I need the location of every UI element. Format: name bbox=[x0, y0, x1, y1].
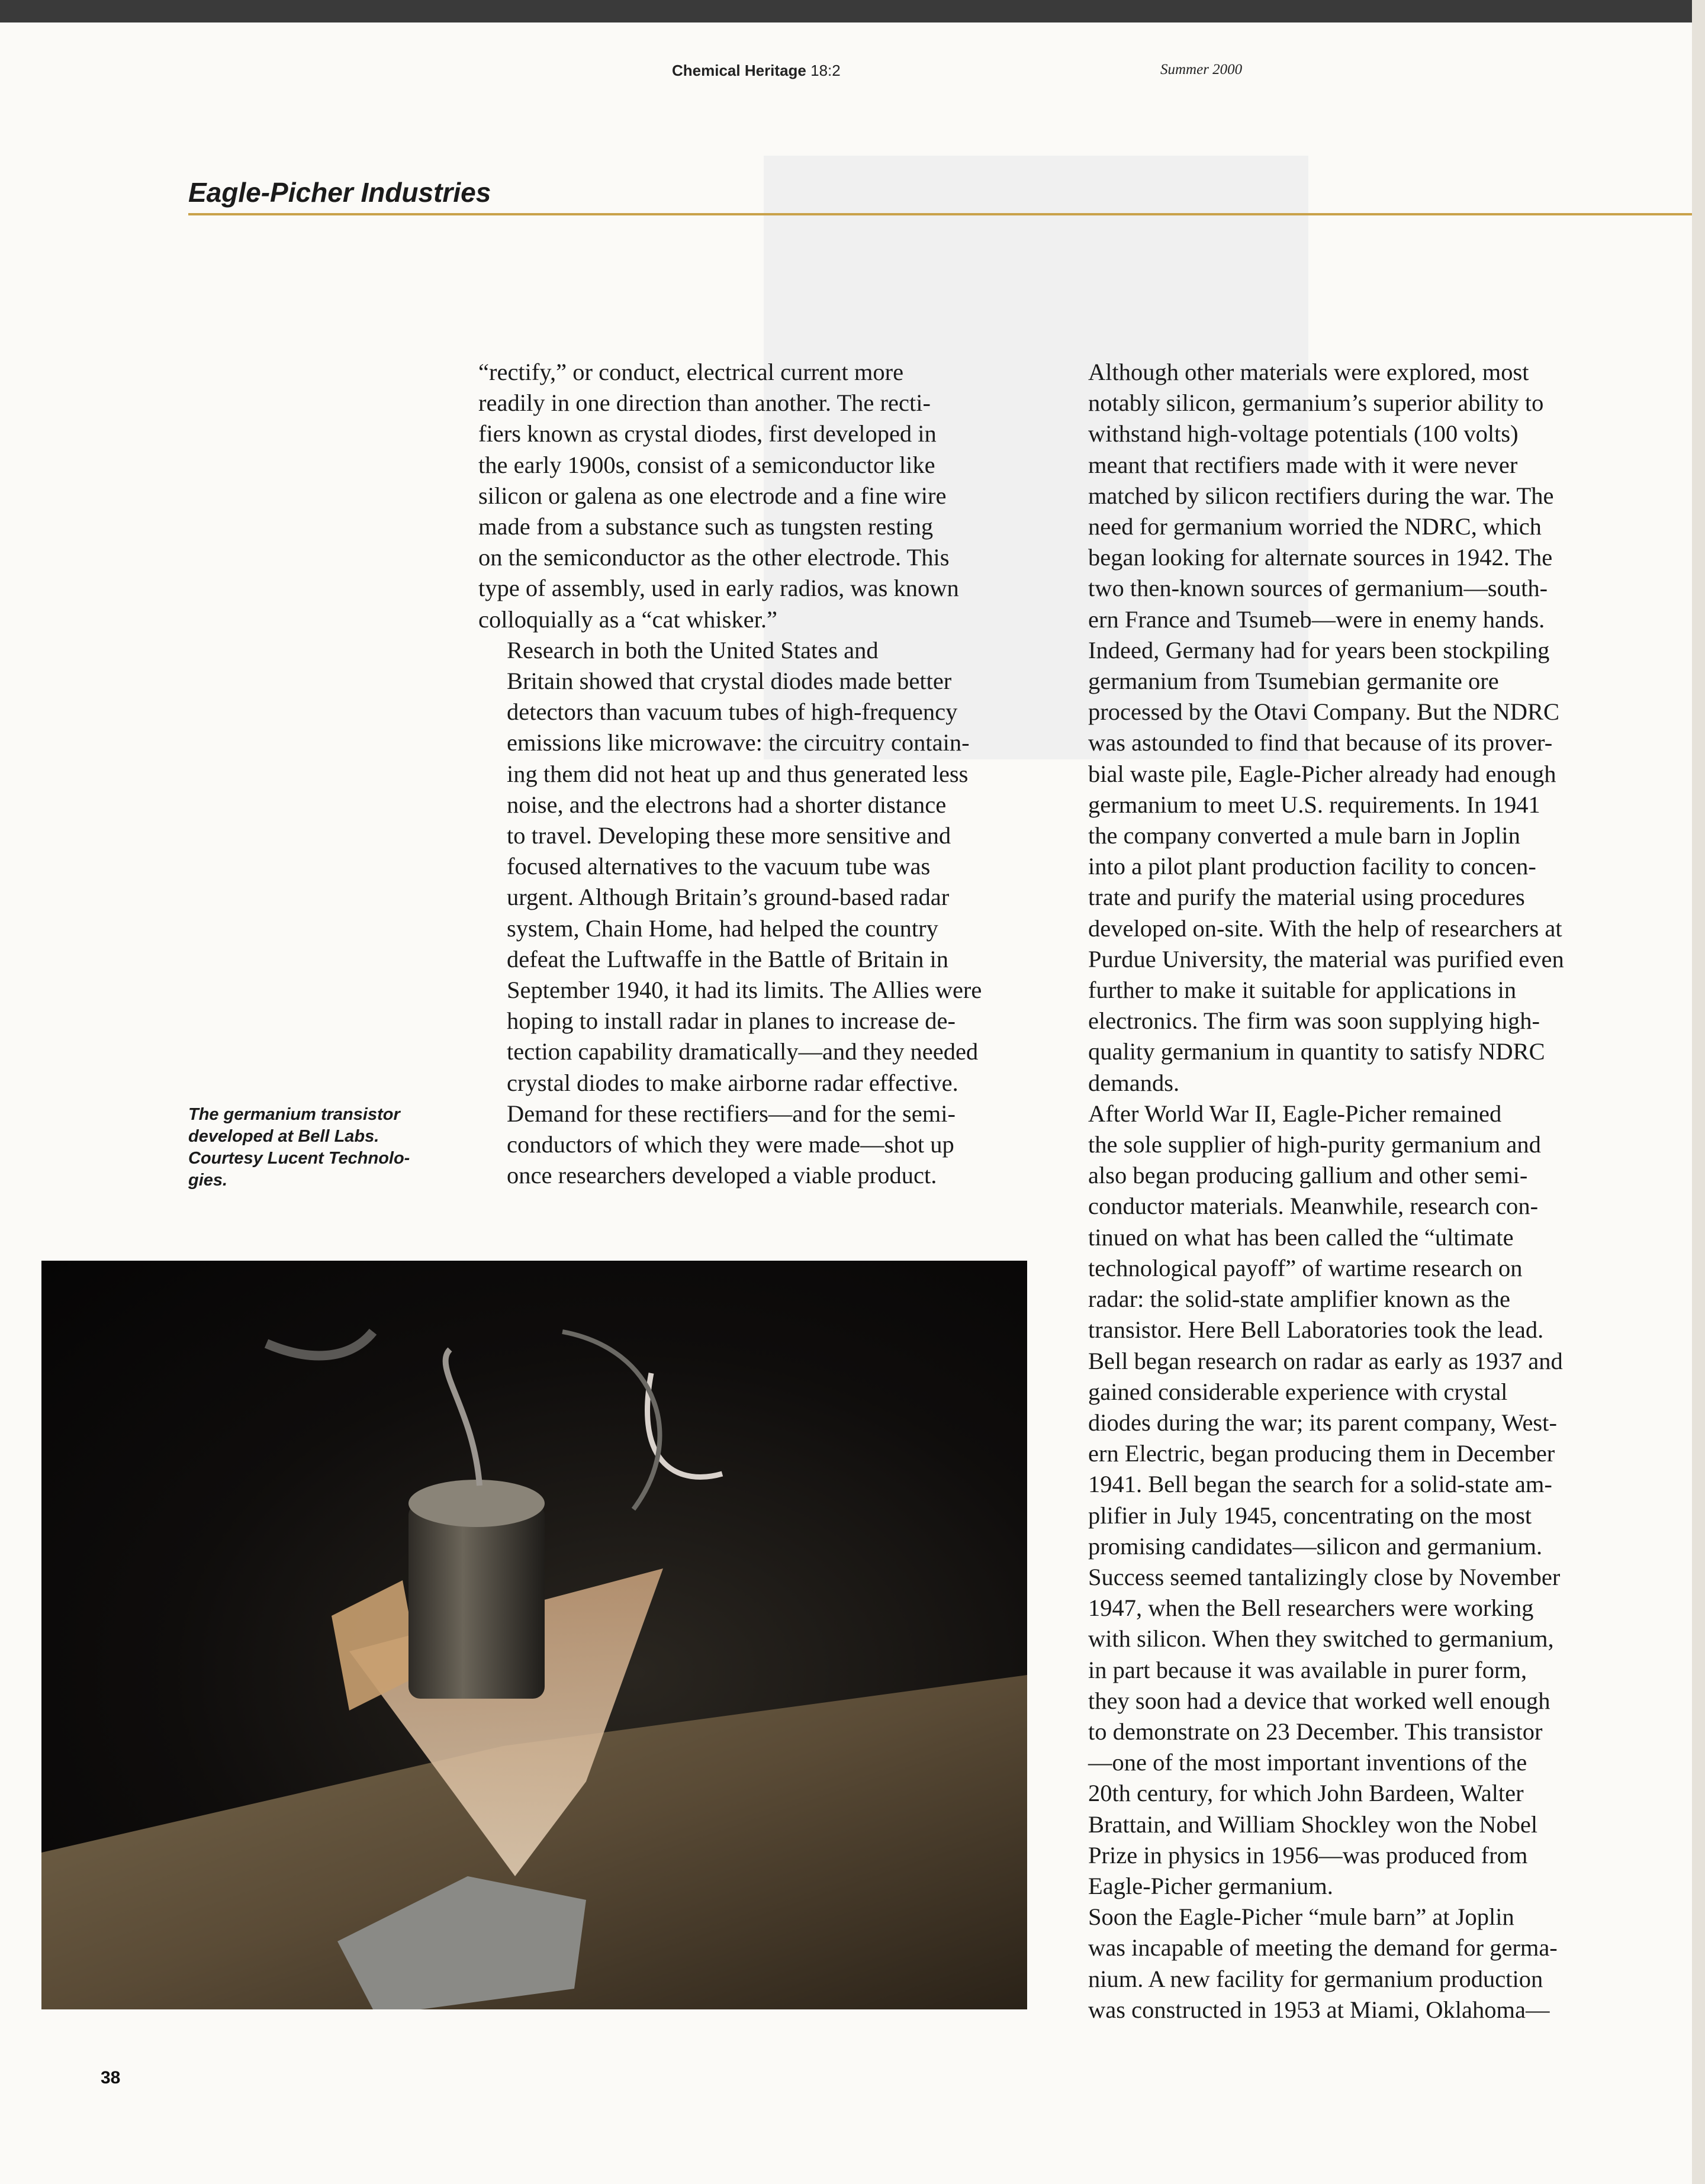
text-line: Demand for these rectifiers—and for the semi- bbox=[507, 1100, 956, 1127]
text-line: conductors of which they were made—shot up bbox=[507, 1131, 954, 1158]
article-column-middle bbox=[478, 357, 1029, 1191]
article-column-right bbox=[1060, 357, 1604, 2025]
text-line: to demonstrate on 23 December. This transistor bbox=[1088, 1718, 1543, 1745]
text-line: silicon or galena as one electrode and a fine wire bbox=[478, 482, 947, 509]
text-line: meant that rectifiers made with it were never bbox=[1088, 451, 1518, 478]
text-line: ern France and Tsumeb—were in enemy hands. bbox=[1088, 605, 1545, 633]
text-line: type of assembly, used in early radios, was known bbox=[478, 575, 959, 602]
text-line: germanium from Tsumebian germanite ore bbox=[1088, 668, 1499, 695]
text-line: technological payoff” of wartime research on bbox=[1088, 1254, 1523, 1281]
text-line: quality germanium in quantity to satisfy NDRC bbox=[1088, 1038, 1545, 1065]
text-line: Soon the Eagle-Picher “mule barn” at Joplin bbox=[1088, 1903, 1514, 1931]
text-line: September 1940, it had its limits. The Allies were bbox=[507, 977, 982, 1004]
text-line: 1947, when the Bell researchers were working bbox=[1088, 1594, 1534, 1622]
text-line: diodes during the war; its parent company, West- bbox=[1088, 1409, 1557, 1436]
text-line: tection capability dramatically—and they needed bbox=[507, 1038, 979, 1065]
caption-line: Courtesy Lucent Technolo- bbox=[188, 1149, 410, 1168]
metal-cylinder bbox=[408, 1503, 545, 1699]
page-number: 38 bbox=[101, 2068, 121, 2088]
text-line: to travel. Developing these more sensitive and bbox=[507, 822, 951, 849]
text-line: ing them did not heat up and thus generated less bbox=[507, 760, 969, 787]
text-line: Although other materials were explored, most bbox=[1088, 359, 1529, 385]
text-line: radar: the solid-state amplifier known as the bbox=[1088, 1286, 1511, 1313]
text-line: Britain showed that crystal diodes made better bbox=[507, 668, 952, 695]
text-line: Bell began research on radar as early as 1937 and bbox=[1088, 1347, 1563, 1374]
transistor-photo bbox=[41, 1261, 1027, 2009]
text-line: urgent. Although Britain’s ground-based radar bbox=[507, 884, 950, 911]
text-line: with silicon. When they switched to germanium, bbox=[1088, 1625, 1554, 1653]
text-line: Indeed, Germany had for years been stockpiling bbox=[1088, 636, 1550, 663]
text-line: Brattain, and William Shockley won the Nobel bbox=[1088, 1811, 1538, 1838]
text-line: need for germanium worried the NDRC, which bbox=[1088, 513, 1542, 540]
text-line: processed by the Otavi Company. But the NDRC bbox=[1088, 698, 1560, 726]
issue-number: 18:2 bbox=[810, 62, 841, 79]
paragraph bbox=[478, 635, 1029, 1191]
text-line: in part because it was available in purer form, bbox=[1088, 1656, 1527, 1683]
text-line: Research in both the United States and bbox=[507, 636, 879, 663]
text-line: also began producing gallium and other semi- bbox=[1088, 1162, 1528, 1189]
text-line: they soon had a device that worked well enough bbox=[1088, 1687, 1550, 1714]
text-line: readily in one direction than another. The recti- bbox=[478, 389, 931, 417]
text-line: further to make it suitable for applications in bbox=[1088, 977, 1517, 1004]
text-line: “rectify,” or conduct, electrical current more bbox=[478, 359, 904, 385]
text-line: 20th century, for which John Bardeen, Walter bbox=[1088, 1780, 1524, 1807]
text-line: the company converted a mule barn in Joplin bbox=[1088, 822, 1520, 849]
text-line: After World War II, Eagle-Picher remained bbox=[1088, 1100, 1502, 1127]
text-line: nium. A new facility for germanium production bbox=[1088, 1965, 1543, 1992]
paragraph bbox=[478, 357, 1029, 635]
text-line: transistor. Here Bell Laboratories took the lead. bbox=[1088, 1316, 1544, 1344]
lead-wire-3 bbox=[266, 1332, 373, 1355]
text-line: was astounded to find that because of its prover- bbox=[1088, 729, 1553, 756]
text-line: Purdue University, the material was purified even bbox=[1088, 945, 1564, 972]
text-line: —one of the most important inventions of the bbox=[1088, 1749, 1527, 1776]
text-line: once researchers developed a viable product. bbox=[507, 1162, 937, 1189]
text-line: Eagle-Picher germanium. bbox=[1088, 1872, 1333, 1899]
text-line: defeat the Luftwaffe in the Battle of Britain in bbox=[507, 945, 948, 972]
photo-caption bbox=[188, 1104, 449, 1191]
text-line: was constructed in 1953 at Miami, Oklahoma— bbox=[1088, 1996, 1550, 2023]
cylinder-top bbox=[408, 1480, 545, 1527]
text-line: Success seemed tantalizingly close by November bbox=[1088, 1563, 1561, 1590]
text-line: matched by silicon rectifiers during the war. The bbox=[1088, 482, 1554, 509]
text-line: tinued on what has been called the “ultimate bbox=[1088, 1223, 1514, 1251]
text-line: notably silicon, germanium’s superior ability to bbox=[1088, 389, 1544, 417]
section-title: Eagle-Picher Industries bbox=[188, 177, 491, 208]
text-line: developed on-site. With the help of researchers at bbox=[1088, 914, 1562, 942]
paragraph bbox=[1060, 1902, 1604, 2025]
text-line: germanium to meet U.S. requirements. In 1941 bbox=[1088, 791, 1540, 818]
text-line: made from a substance such as tungsten resting bbox=[478, 513, 934, 540]
text-line: promising candidates—silicon and germanium. bbox=[1088, 1532, 1543, 1560]
lead-wire-1 bbox=[446, 1349, 480, 1486]
caption-line: developed at Bell Labs. bbox=[188, 1127, 379, 1146]
text-line: focused alternatives to the vacuum tube was bbox=[507, 853, 931, 880]
paragraph bbox=[1060, 1099, 1604, 1902]
journal-name: Chemical Heritage bbox=[672, 62, 806, 79]
text-line: 1941. Bell began the search for a solid-state am- bbox=[1088, 1471, 1552, 1498]
transistor-photo-illustration bbox=[41, 1261, 1027, 2009]
text-line: began looking for alternate sources in 1942. The bbox=[1088, 544, 1553, 571]
text-line: detectors than vacuum tubes of high-frequency bbox=[507, 698, 958, 726]
text-line: the sole supplier of high-purity germanium and bbox=[1088, 1131, 1541, 1158]
page-edge bbox=[1692, 0, 1705, 2184]
text-line: hoping to install radar in planes to increase de- bbox=[507, 1007, 956, 1035]
text-line: system, Chain Home, had helped the country bbox=[507, 914, 938, 942]
issue-season: Summer 2000 bbox=[1160, 62, 1243, 78]
text-line: trate and purify the material using procedures bbox=[1088, 884, 1525, 911]
text-line: gained considerable experience with crystal bbox=[1088, 1378, 1508, 1405]
caption-line: gies. bbox=[188, 1171, 228, 1190]
text-line: plifier in July 1945, concentrating on the most bbox=[1088, 1502, 1532, 1529]
text-line: two then-known sources of germanium—south- bbox=[1088, 575, 1548, 602]
title-rule bbox=[188, 213, 1692, 215]
text-line: emissions like microwave: the circuitry contain- bbox=[507, 729, 970, 756]
text-line: colloquially as a “cat whisker.” bbox=[478, 605, 777, 633]
text-line: crystal diodes to make airborne radar effective. bbox=[507, 1069, 958, 1096]
text-line: withstand high-voltage potentials (100 volts) bbox=[1088, 420, 1519, 447]
text-line: demands. bbox=[1088, 1069, 1180, 1096]
text-line: ern Electric, began producing them in December bbox=[1088, 1440, 1555, 1467]
text-line: into a pilot plant production facility to concen- bbox=[1088, 853, 1536, 880]
text-line: bial waste pile, Eagle-Picher already had enough bbox=[1088, 760, 1556, 787]
text-line: on the semiconductor as the other electrode. This bbox=[478, 544, 950, 571]
text-line: electronics. The firm was soon supplying high- bbox=[1088, 1007, 1540, 1035]
text-line: Prize in physics in 1956—was produced from bbox=[1088, 1841, 1528, 1869]
journal-issue bbox=[672, 62, 841, 80]
paragraph bbox=[1060, 357, 1604, 1099]
running-header bbox=[0, 62, 1692, 85]
text-line: the early 1900s, consist of a semiconductor like bbox=[478, 451, 935, 478]
text-line: conductor materials. Meanwhile, research con- bbox=[1088, 1193, 1539, 1220]
text-line: noise, and the electrons had a shorter distance bbox=[507, 791, 947, 818]
caption-line: The germanium transistor bbox=[188, 1105, 400, 1124]
text-line: was incapable of meeting the demand for germa- bbox=[1088, 1934, 1558, 1961]
text-line: fiers known as crystal diodes, first developed in bbox=[478, 420, 937, 447]
